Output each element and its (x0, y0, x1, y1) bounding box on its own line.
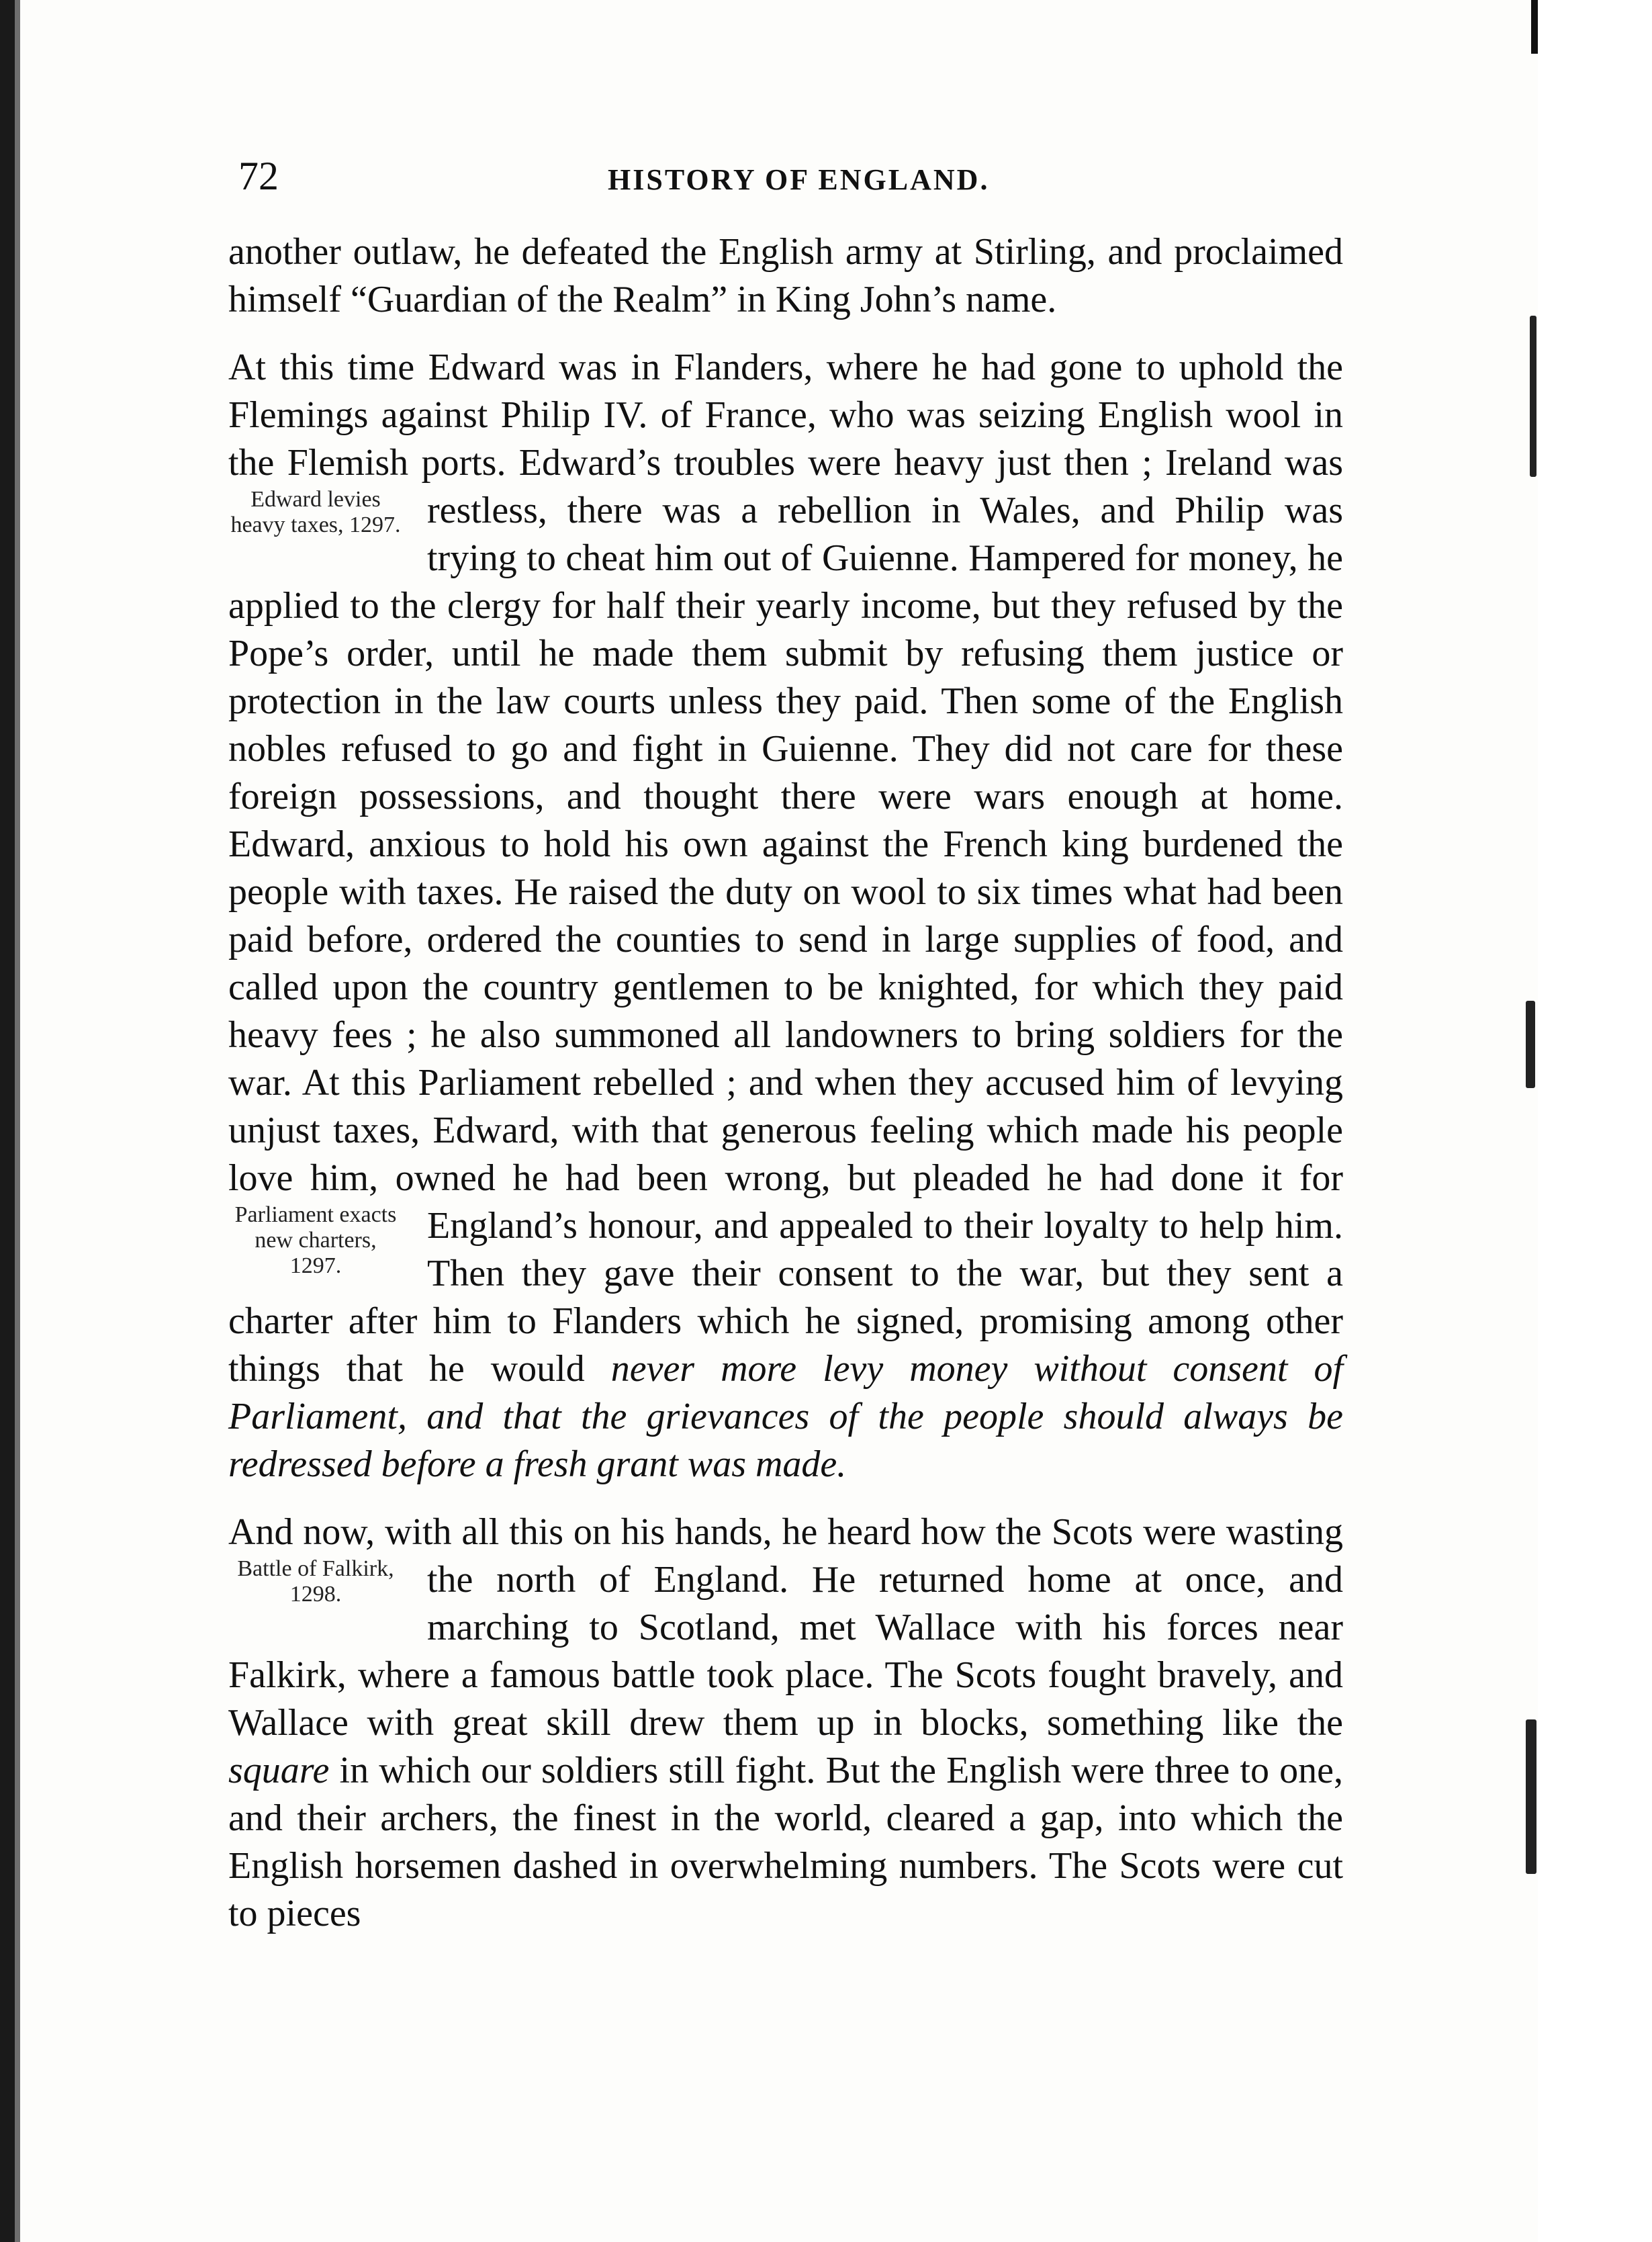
paragraph-spacer (228, 324, 1343, 344)
page-number: 72 (238, 154, 279, 198)
text-run: And now, with all this on his hands, he heard how the Scots were wasting the north of England. He returned home at once, and (228, 1511, 1343, 1601)
paragraph (228, 1509, 1343, 1938)
italic-text: square (228, 1750, 330, 1791)
book-spine-shadow (0, 0, 15, 2242)
page-header (238, 153, 1333, 207)
text-run: and appealed to their loyalty to help him. Then they gave their consent to the war, but they sent a charter after him to Flanders which he signed, promising among other things that he would (228, 1205, 1343, 1390)
scan-edge-mark (1531, 0, 1538, 54)
text-run: in which our soldiers still fight. But the English were three to one, and their archers, the finest in the world, cleared a gap, into which the English horsemen dashed in overwhelming numbers. The Scots were cut to pieces (228, 1750, 1343, 1934)
scan-margin-mark (1526, 1001, 1535, 1088)
sidenote-taxes: Edward levies heavy taxes, 1297. (230, 487, 401, 537)
scan-margin-mark (1526, 1719, 1536, 1874)
paragraph: another outlaw, he defeated the English army at Stirling, and proclaimed himself “Guardian of the Realm” in King John’s name. (228, 231, 1343, 320)
paragraph (228, 344, 1343, 1488)
sidenote-falkirk: Battle of Falkirk, 1298. (237, 1556, 394, 1607)
body-text (228, 228, 1343, 1938)
sidenote-charters: Parliament exacts new charters, 1297. (234, 1202, 397, 1278)
text-run: marching to Scotland, met Wallace with his forces near Falkirk, where a famous battle took place. The Scots fought bravely, and Wallace with great skill drew them up in blocks, something like the (228, 1607, 1343, 1744)
page-right-margin (1538, 0, 1652, 2242)
italic-text: never more levy money without consent of Parliament, and that the grievances of the people should always be redressed before a fresh grant was made. (228, 1348, 1344, 1485)
paragraph-spacer (228, 1488, 1343, 1509)
text-run: At this time Edward was in Flanders, where he had gone to uphold the Flemings against Philip IV. of France, who was seizing English wool in the Flemish ports. Edward’s troubles were heavy just then ; Ireland was restless, there was a rebellion in Wales, and (228, 347, 1343, 531)
book-spine-edge (15, 0, 20, 2242)
running-title: HISTORY OF ENGLAND. (608, 163, 990, 196)
text-run: Philip was trying to cheat him out of Guienne. Hampered for money, he applied to the clergy for half their yearly income, but they refused by the Pope’s order, until he made them submit by refusing them justice or protection in the law courts unless they paid. Then some of the English nobles refused to go and fight in Guienne. They did not care for these foreign possessions, and thought there were wars enough at home. Edward, anxious to hold his own against the French king burdened the people with taxes. He raised the duty on wool to six times what had been paid before, ordered the counties to send in large supplies of food, and called upon the country gentlemen to be knighted, for which they paid heavy fees ; he also summoned all landowners to bring soldiers for the war. At this Parliament rebelled ; and when they accused him of levying unjust taxes, Edward, with that generous feeling which made his people love him, owned he had been wrong, but pleaded he had done it for England’s honour, (228, 490, 1343, 1247)
scan-margin-mark (1530, 316, 1536, 477)
